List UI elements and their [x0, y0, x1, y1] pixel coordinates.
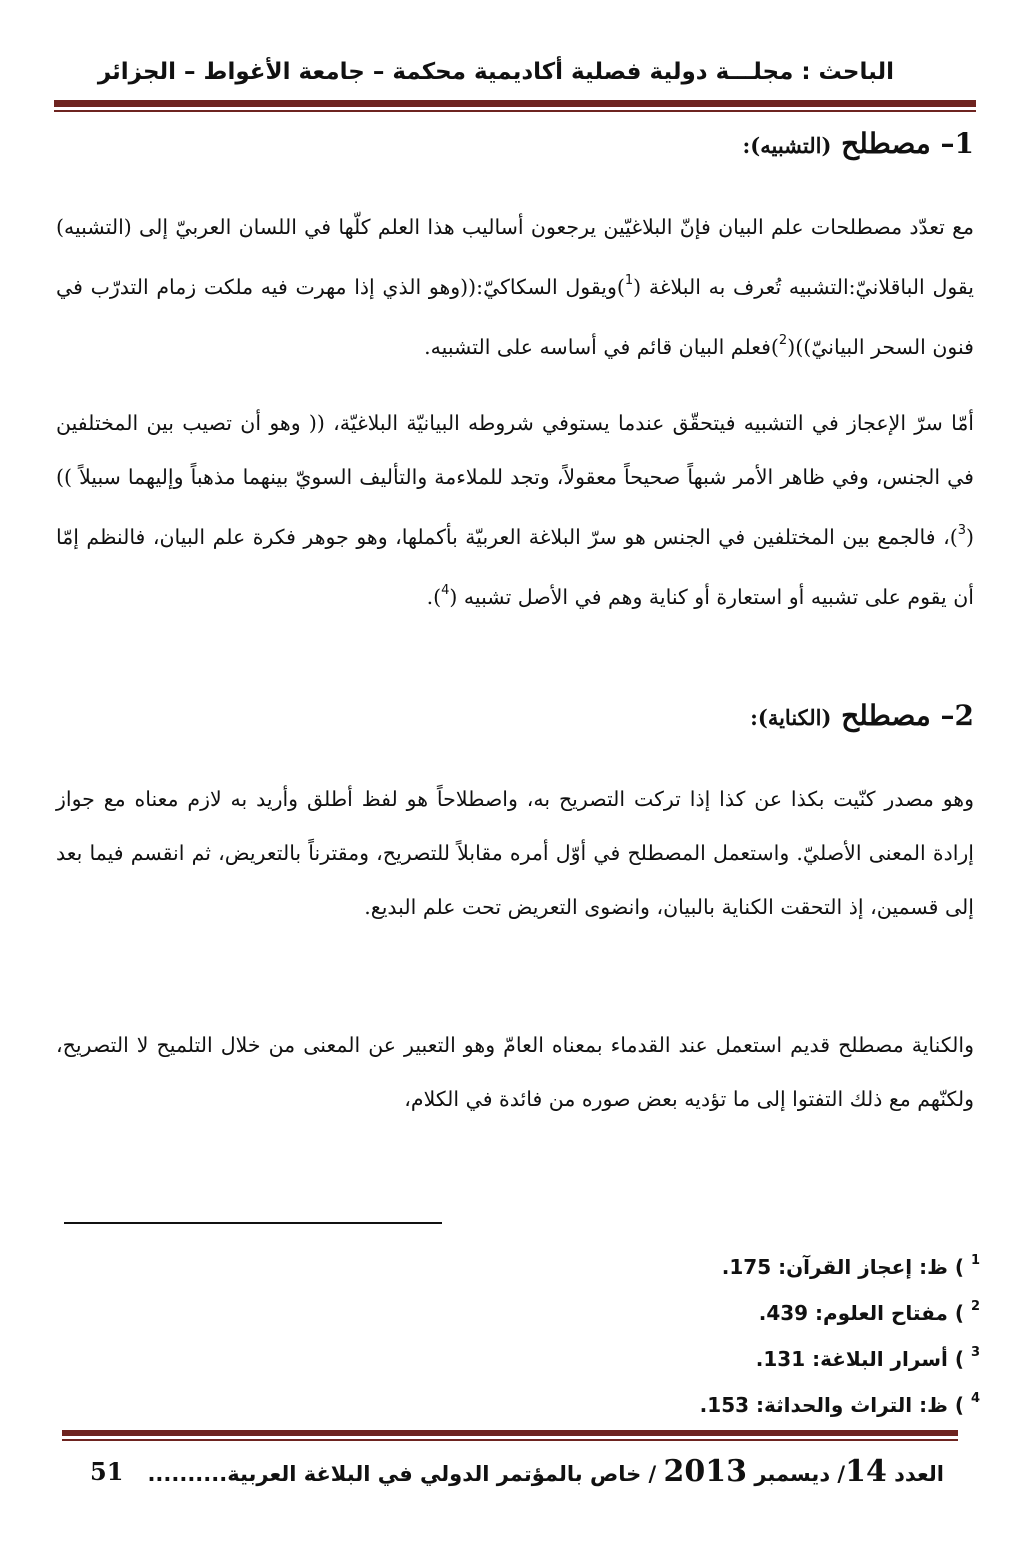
footnote-4: [580, 1376, 980, 1422]
paragraph-2-text-c: ).: [426, 585, 442, 609]
header-rule-thin: [54, 110, 976, 112]
footnote-ref-2: 2: [778, 333, 788, 348]
section-2-title-text: 2– مصطلح: [841, 699, 974, 732]
paragraph-2-text-b: )، فالجمع بين المختلفين في الجنس هو سرّ البلاغة العربيّة بأكملها، وهو جوهر فكرة علم البيان، فالنظم إمّا أن يقوم على تشبيه أو استعارة أو كناية وهم في الأصل تشبيه (: [56, 525, 974, 609]
footnote-ref-4: 4: [441, 583, 450, 598]
section-1-title-text: 1– مصطلح: [841, 127, 974, 160]
issue-month: / ديسمبر: [754, 1462, 846, 1486]
paragraph-1: [56, 200, 974, 374]
footer-rule-thick: [62, 1430, 958, 1436]
paragraph-1-text-a: مع تعدّد مصطلحات علم البيان فإنّ البلاغيّين يرجعون أساليب هذا العلم كلّها في اللسان العربيّ إلى (التشبيه) يقول الباقلانيّ:التشبيه تُعرف به البلاغة (: [56, 215, 975, 299]
footnote-number: 2: [970, 1299, 980, 1314]
footnote-number: 1: [970, 1253, 980, 1268]
section-1-title-paren: (التشبيه):: [742, 133, 832, 158]
issue-label: العدد: [894, 1462, 944, 1486]
footnote-text: ) مفتاح العلوم: 439.: [758, 1301, 964, 1325]
footnote-3: [580, 1330, 980, 1376]
section-1-title: [743, 124, 974, 166]
header-rule-thick: [54, 100, 976, 107]
issue-year: 2013: [663, 1454, 748, 1489]
footnote-text: ) ظ: التراث والحداثة: 153.: [699, 1393, 964, 1417]
paragraph-1-text-b: )ويقول السكاكيّ:((وهو الذي إذا مهرت فيه ملكت زمام التدرّب في فنون السحر البيانيّ))(: [56, 275, 974, 359]
footnote-text: ) ظ: إعجاز القرآن: 175.: [721, 1255, 964, 1279]
journal-header: الباحث : مجلـــة دولية فصلية أكاديمية محكمة – جامعة الأغواط – الجزائر: [97, 59, 894, 85]
footnote-1: [580, 1238, 980, 1284]
footnote-number: 4: [970, 1391, 980, 1406]
journal-footer: [90, 1452, 944, 1492]
page-number: 51: [90, 1457, 124, 1486]
footnote-text: ) أسرار البلاغة: 131.: [755, 1347, 964, 1371]
paragraph-3: وهو مصدر كنّيت بكذا عن كذا إذا تركت التصريح به، واصطلاحاً هو لفظ أطلق وأريد به لازم معناه مع جواز إرادة المعنى الأصليّ. واستعمل المصطلح في أوّل أمره مقابلاً للتصريح، ومقترناً بالتعريض، ثم انقسم فيما بعد إلى قسمين، إذ التحقت الكناية بالبيان، وانضوى التعريض تحت علم البديع.: [56, 787, 974, 919]
footnote-number: 3: [970, 1345, 980, 1360]
paragraph-2-text-a: أمّا سرّ الإعجاز في التشبيه فيتحقّق عندما يستوفي شروطه البيانيّة البلاغيّة، (( وهو أن تصيب بين المختلفين في الجنس، وفي ظاهر الأمر شبهاً صحيحاً معقولاً، وتجد للملاءمة والتأليف السويّ بينهما مذهباً وإليهما سبيلاً ))(: [56, 411, 974, 549]
footnote-separator: [64, 1222, 442, 1224]
paragraph-2: [56, 396, 974, 624]
section-2-title: [750, 696, 974, 738]
footnote-ref-3: 3: [957, 523, 966, 538]
paragraph-4: والكناية مصطلح قديم استعمل عند القدماء بمعناه العامّ وهو التعبير عن المعنى من خلال التلميح لا التصريح، ولكنّهم مع ذلك التفتوا إلى ما تؤديه بعض صوره من فائدة في الكلام،: [56, 1033, 974, 1111]
footnote-ref-1: 1: [624, 273, 634, 288]
footnote-2: [580, 1284, 980, 1330]
paragraph-1-text-c: )فعلم البيان قائم في أساسه على التشبيه.: [424, 335, 779, 359]
issue-number: 14: [845, 1454, 887, 1489]
issue-note: / خاص بالمؤتمر الدولي في البلاغة العربية..........: [147, 1462, 657, 1486]
footnotes: [580, 1238, 980, 1422]
section-2-title-paren: (الكناية):: [750, 705, 832, 730]
footer-rule-thin: [62, 1439, 958, 1441]
